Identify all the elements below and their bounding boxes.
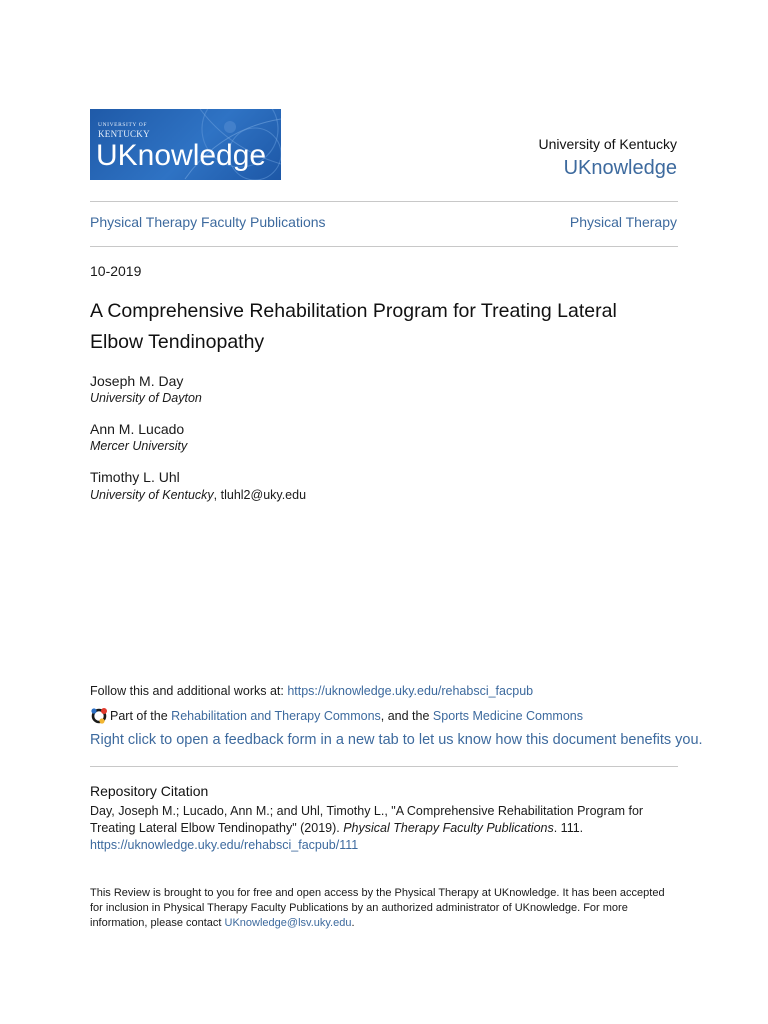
follow-line <box>90 684 533 698</box>
sports-medicine-commons-link[interactable]: Sports Medicine Commons <box>432 709 583 723</box>
and-the-text: , and the <box>380 709 430 723</box>
citation-journal: Physical Therapy Faculty Publications <box>343 821 554 835</box>
author-email: , tluhl2@uky.edu <box>213 488 307 502</box>
citation-text: Day, Joseph M.; Lucado, Ann M.; and Uhl, Timothy L., "A Comprehensive Rehabilitation Program for Treating Lateral Elbow Tendinopathy" (2019). Physical Therapy Faculty Publications. 111. https://uknowledge.uky.edu/rehabsci_facpub/111 <box>90 804 644 852</box>
access-notice: This Review is brought to you for free and open access by the Physical Therapy at UKnowledge. It has been accepted for inclusion in Physical Therapy Faculty Publications by an authorized administrator of UKnowledge. For more information, please contact UKnowledge@lsv.uky.edu. <box>90 887 665 929</box>
divider <box>90 246 678 247</box>
series-link[interactable]: Physical Therapy Faculty Publications <box>90 214 326 230</box>
citation-url-link[interactable]: https://uknowledge.uky.edu/rehabsci_facpub/111 <box>90 838 359 852</box>
publication-date: 10-2019 <box>90 263 142 279</box>
citation-heading: Repository Citation <box>90 783 209 799</box>
follow-text: Follow this and additional works at: <box>90 684 288 698</box>
author-affiliation: University of Dayton <box>90 391 202 405</box>
follow-url-link[interactable]: https://uknowledge.uky.edu/rehabsci_facpub <box>287 684 534 698</box>
author-name: Timothy L. Uhl <box>90 469 180 485</box>
institution-name: University of Kentucky <box>538 136 677 152</box>
divider <box>90 766 678 767</box>
logo-wordmark: UKnowledge <box>96 139 267 172</box>
feedback-link[interactable]: Right click to open a feedback form in a new tab to let us know how this document benefits you. <box>90 732 703 748</box>
logo-university-text: UNIVERSITY OF KENTUCKY <box>98 122 150 139</box>
repository-link[interactable]: UKnowledge <box>563 157 677 179</box>
contact-email-link[interactable]: UKnowledge@lsv.uky.edu <box>224 917 352 929</box>
divider <box>90 201 678 202</box>
author-name: Ann M. Lucado <box>90 421 185 437</box>
author-name: Joseph M. Day <box>90 373 184 389</box>
part-of-text: Part of the <box>110 709 168 723</box>
rehab-commons-link[interactable]: Rehabilitation and Therapy Commons <box>171 709 381 723</box>
commons-network-icon <box>90 707 108 725</box>
part-of-line <box>90 707 583 725</box>
department-link[interactable]: Physical Therapy <box>569 214 677 230</box>
uknowledge-logo[interactable] <box>90 109 281 180</box>
author-affiliation: University of Kentucky, tluhl2@uky.edu <box>90 488 307 502</box>
author-affiliation: Mercer University <box>90 439 188 453</box>
document-title: A Comprehensive Rehabilitation Program for Treating Lateral Elbow Tendinopathy <box>90 300 617 353</box>
